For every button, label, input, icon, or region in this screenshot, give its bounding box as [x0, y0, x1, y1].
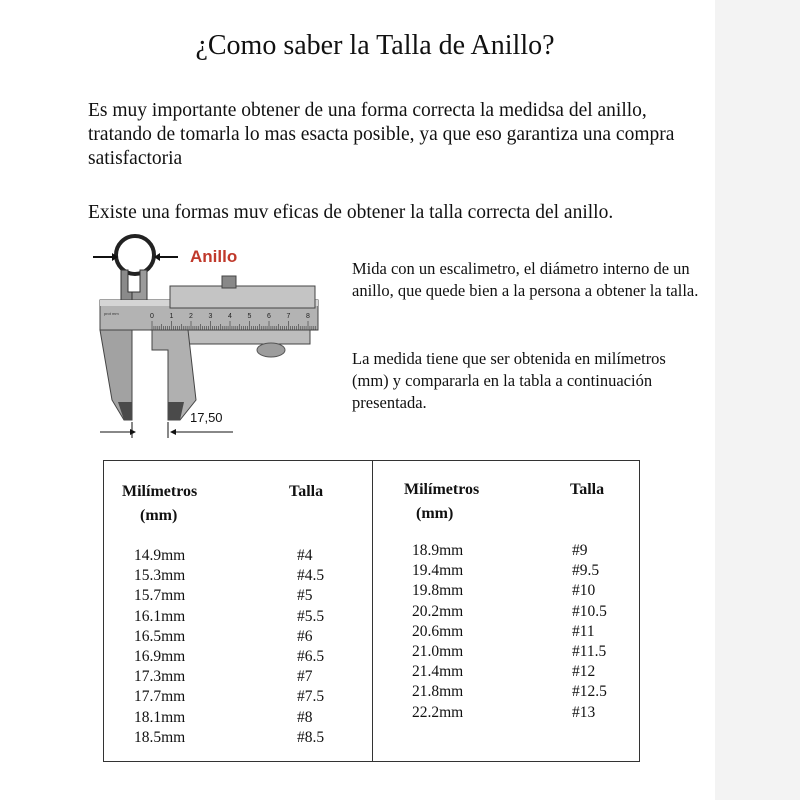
- right-row-6-size: #12: [572, 663, 596, 681]
- scale-number-5: 5: [247, 313, 252, 320]
- left-row-0-mm: 14.9mm: [134, 547, 186, 564]
- right-row-3-mm: 20.2mm: [412, 602, 464, 620]
- scale-number-7: 7: [286, 313, 291, 320]
- caliper-illustration: [88, 230, 348, 445]
- measurement-label: 17,50: [190, 410, 223, 425]
- intro-paragraph: Es muy importante obtener de una forma correcta la medidsa del anillo, tratando de tomarla lo mas esacta posible, ya que eso garantiza una compra satisfactoria: [88, 100, 675, 169]
- left-header-size: Talla: [289, 483, 324, 500]
- instruction-paragraph-1: Mida con un escalimetro, el diámetro interno de un anillo, que quede bien a la persona a obtener la talla.: [352, 259, 699, 300]
- svg-text:prot mm: prot mm: [104, 311, 119, 316]
- ring-label: Anillo: [190, 247, 238, 266]
- scale-number-3: 3: [208, 313, 213, 320]
- left-row-7-mm: 17.7mm: [134, 688, 186, 706]
- left-row-2-mm: 15.7mm: [134, 587, 186, 605]
- ring-size-table: [103, 460, 640, 762]
- left-header-mm: Milímetros: [122, 483, 198, 500]
- left-row-1-size: #4.5: [297, 567, 325, 585]
- page-title: ¿Como saber la Talla de Anillo?: [195, 30, 555, 61]
- left-row-1-mm: 15.3mm: [134, 567, 186, 585]
- scale-number-2: 2: [189, 313, 193, 320]
- left-row-9-mm: 18.5mm: [134, 728, 186, 746]
- right-row-5-size: #11.5: [572, 643, 607, 660]
- ring-icon: [116, 236, 154, 274]
- right-row-3-size: #10.5: [572, 602, 607, 620]
- right-header-size: Talla: [570, 481, 605, 498]
- left-row-0-size: #4: [297, 547, 313, 564]
- right-row-5-mm: 21.0mm: [412, 643, 464, 660]
- right-row-4-mm: 20.6mm: [412, 622, 464, 640]
- right-row-0-size: #9: [572, 542, 588, 559]
- left-row-4-size: #6: [297, 627, 313, 645]
- method-paragraph: Existe una formas muv eficas de obtener la talla correcta del anillo.: [88, 202, 614, 223]
- right-row-7-size: #12.5: [572, 683, 607, 701]
- right-row-6-mm: 21.4mm: [412, 663, 464, 681]
- left-row-8-mm: 18.1mm: [134, 708, 186, 726]
- right-header-mm: Milímetros: [404, 481, 480, 498]
- left-row-3-size: #5.5: [297, 607, 325, 625]
- scale-number-4: 4: [228, 313, 232, 320]
- right-row-8-size: #13: [572, 703, 596, 721]
- right-row-2-size: #10: [572, 582, 596, 600]
- left-row-8-size: #8: [297, 708, 313, 726]
- right-row-4-size: #11: [572, 622, 595, 640]
- right-row-7-mm: 21.8mm: [412, 683, 464, 701]
- left-row-7-size: #7.5: [297, 688, 325, 706]
- left-row-9-size: #8.5: [297, 728, 325, 746]
- right-row-8-mm: 22.2mm: [412, 703, 464, 721]
- table-divider: [372, 461, 373, 761]
- right-margin-strip: [715, 0, 800, 800]
- scale-number-6: 6: [267, 313, 271, 320]
- left-header-mm-unit: (mm): [140, 507, 178, 524]
- left-row-3-mm: 16.1mm: [134, 607, 186, 625]
- left-row-5-mm: 16.9mm: [134, 648, 186, 665]
- right-row-1-size: #9.5: [572, 562, 600, 580]
- scale-number-1: 1: [169, 313, 174, 320]
- right-header-mm-unit: (mm): [416, 505, 454, 522]
- left-row-2-size: #5: [297, 587, 313, 605]
- right-row-1-mm: 19.4mm: [412, 562, 464, 580]
- instruction-paragraph-2: La medida tiene que ser obtenida en milímetros (mm) y compararla en la tabla a continuación presentada.: [352, 349, 666, 412]
- right-row-2-mm: 19.8mm: [412, 582, 464, 600]
- left-row-5-size: #6.5: [297, 648, 325, 665]
- right-row-0-mm: 18.9mm: [412, 542, 464, 559]
- scale-number-0: 0: [150, 313, 154, 320]
- left-row-6-mm: 17.3mm: [134, 668, 186, 686]
- left-row-4-mm: 16.5mm: [134, 627, 186, 645]
- left-row-6-size: #7: [297, 668, 313, 686]
- scale-number-8: 8: [306, 313, 310, 320]
